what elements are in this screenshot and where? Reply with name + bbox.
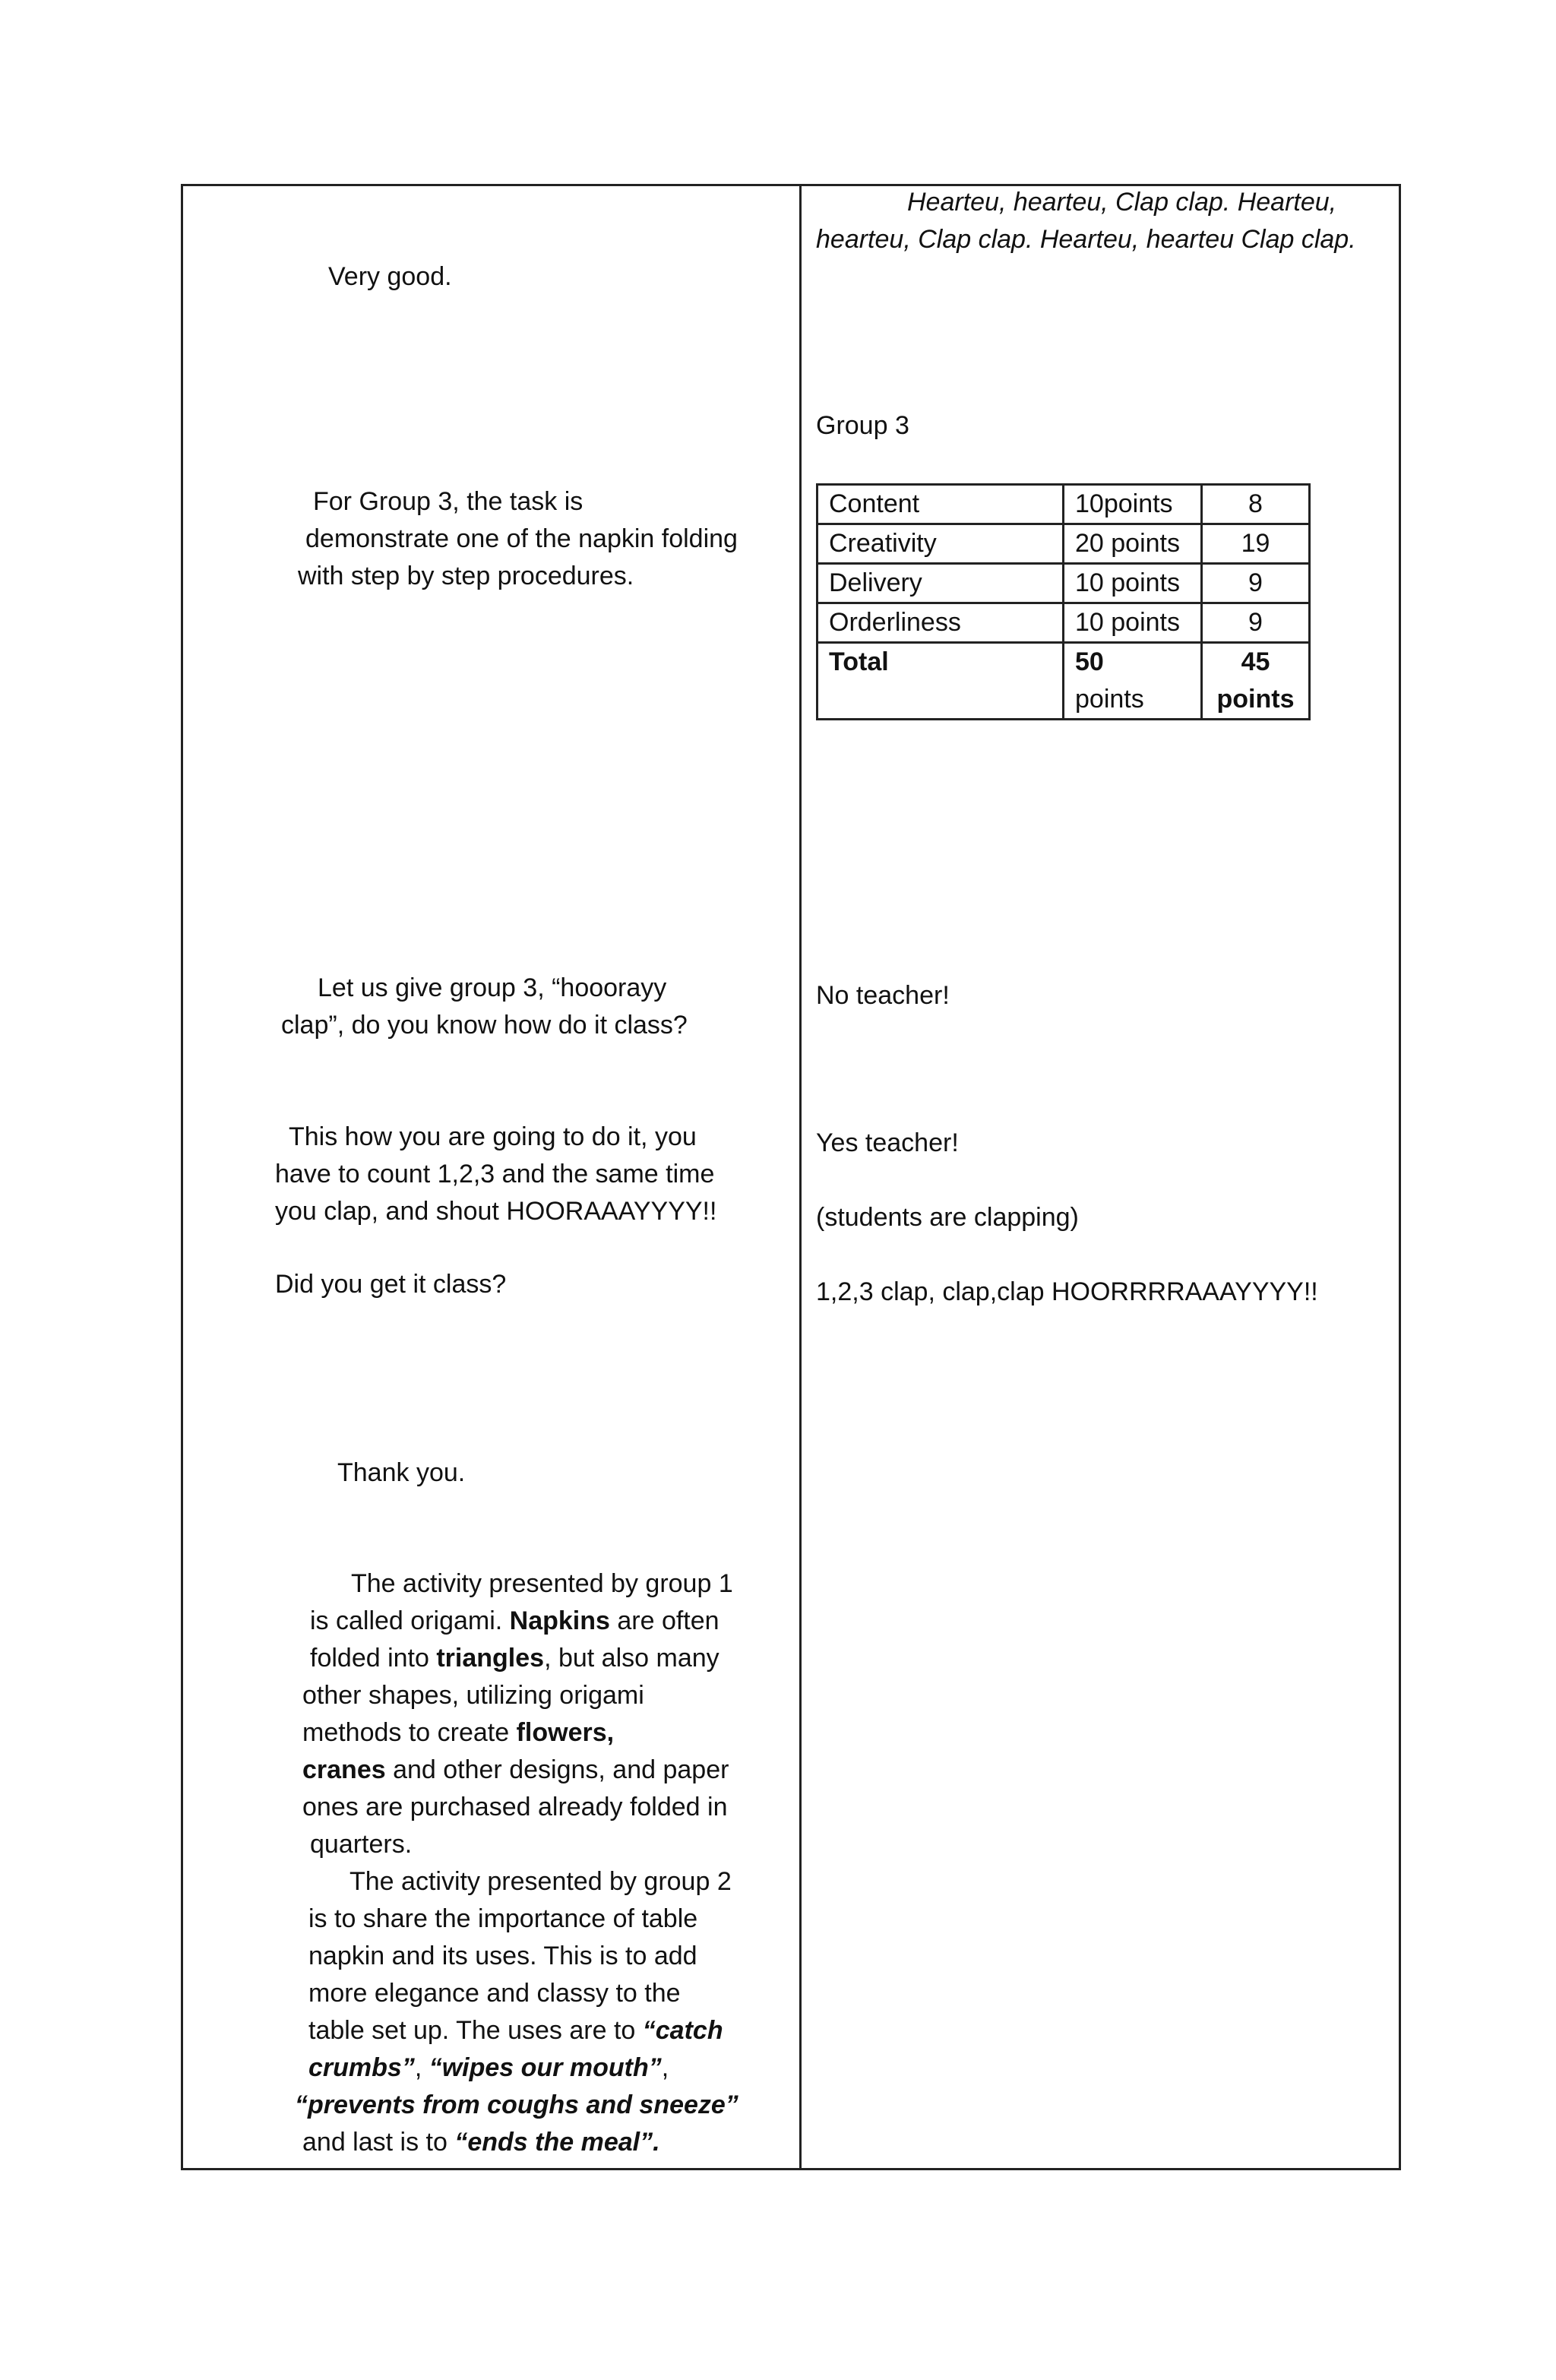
student-no-teacher: No teacher! (816, 981, 950, 1010)
student-chant-line1: Hearteu, hearteu, Clap clap. Hearteu, (907, 188, 1337, 217)
teacher-group3-task-line1: For Group 3, the task is (313, 487, 584, 516)
group2-summary-line1: The activity presented by group 2 (349, 1867, 732, 1896)
group1-summary-line7: ones are purchased already folded in (302, 1793, 728, 1821)
student-clapping-note: (students are clapping) (816, 1203, 1079, 1232)
criterion-cell: Delivery (818, 564, 1064, 603)
group1-summary-line4: other shapes, utilizing origami (302, 1681, 644, 1710)
group2-summary-line3: napkin and its uses. This is to add (308, 1942, 697, 1970)
napkins-keyword: Napkins (509, 1606, 610, 1635)
group2-summary-line5: table set up. The uses are to “catch (308, 2016, 723, 2045)
group1-summary-line6: cranes and other designs, and paper (302, 1755, 729, 1784)
total-score-cell: 45 points (1202, 643, 1310, 720)
criterion-cell: Orderliness (818, 603, 1064, 643)
flowers-keyword: flowers, (516, 1718, 615, 1747)
score-cell: 9 (1202, 603, 1310, 643)
table-row (818, 485, 1310, 524)
teacher-instructions-line1: This how you are going to do it, you (289, 1122, 697, 1151)
criterion-cell: Content (818, 485, 1064, 524)
total-label-cell: Total (818, 643, 1064, 720)
group3-score-table (816, 483, 1311, 720)
student-chant-line2: hearteu, Clap clap. Hearteu, hearteu Clap clap. (816, 225, 1356, 254)
score-cell: 9 (1202, 564, 1310, 603)
teacher-hooray-prompt-line1: Let us give group 3, “hooorayy (318, 973, 667, 1002)
group2-summary-line4: more elegance and classy to the (308, 1979, 681, 2008)
teacher-thank-you: Thank you. (337, 1458, 466, 1487)
teacher-group3-task-line3: with step by step procedures. (298, 562, 634, 590)
column-divider (799, 184, 802, 2170)
student-hooray-response: 1,2,3 clap, clap,clap HOORRRRAAAYYYY!! (816, 1277, 1318, 1306)
group1-summary-line1: The activity presented by group 1 (351, 1569, 733, 1598)
score-cell: 19 (1202, 524, 1310, 564)
total-max-cell: 50 points (1064, 643, 1202, 720)
max-points-cell: 10 points (1064, 564, 1202, 603)
teacher-very-good: Very good. (328, 262, 452, 291)
group2-summary-line2: is to share the importance of table (308, 1904, 698, 1933)
max-points-cell: 10 points (1064, 603, 1202, 643)
group2-summary-line7: “prevents from coughs and sneeze” (295, 2090, 738, 2119)
table-row (818, 603, 1310, 643)
triangles-keyword: triangles (436, 1644, 545, 1673)
criterion-cell: Creativity (818, 524, 1064, 564)
table-row (818, 524, 1310, 564)
group1-summary-line3: folded into triangles, but also many (310, 1644, 719, 1673)
cranes-keyword: cranes (302, 1755, 386, 1784)
max-points-cell: 10points (1064, 485, 1202, 524)
max-points-cell: 20 points (1064, 524, 1202, 564)
group2-summary-line6: crumbs”, “wipes our mouth”, (308, 2053, 669, 2082)
group2-summary-line8: and last is to “ends the meal”. (302, 2128, 660, 2157)
group3-label: Group 3 (816, 411, 909, 440)
teacher-instructions-line2: have to count 1,2,3 and the same time (275, 1160, 715, 1188)
group1-summary-line2: is called origami. Napkins are often (310, 1606, 719, 1635)
student-yes-teacher: Yes teacher! (816, 1128, 959, 1157)
table-row-total (818, 643, 1310, 720)
teacher-did-you-get-it: Did you get it class? (275, 1270, 507, 1299)
teacher-instructions-line3: you clap, and shout HOORAAAYYYY!! (275, 1197, 717, 1226)
teacher-hooray-prompt-line2: clap”, do you know how do it class? (281, 1011, 688, 1040)
table-row (818, 564, 1310, 603)
group1-summary-line5: methods to create flowers, (302, 1718, 615, 1747)
score-cell: 8 (1202, 485, 1310, 524)
group1-summary-line8: quarters. (310, 1830, 413, 1859)
teacher-group3-task-line2: demonstrate one of the napkin folding (305, 524, 738, 553)
